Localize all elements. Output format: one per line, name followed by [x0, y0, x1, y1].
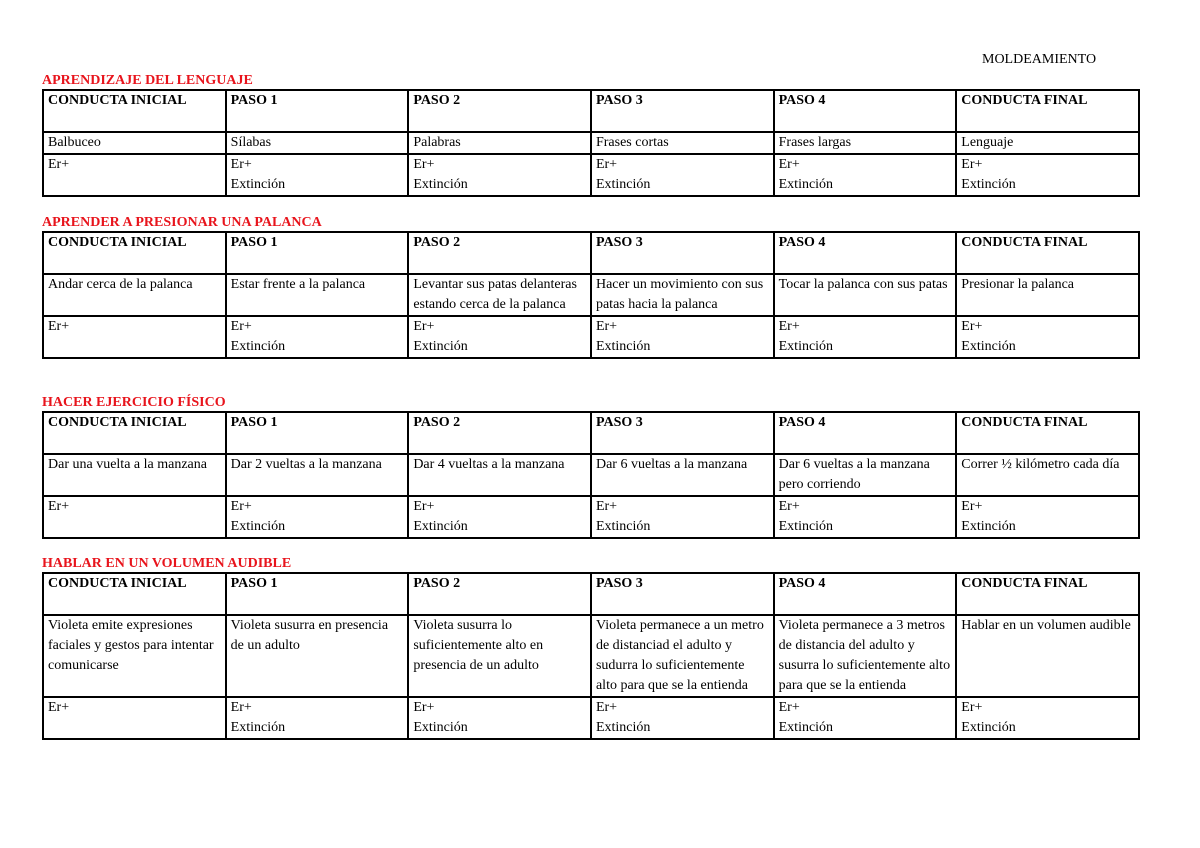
behavior-cell: Levantar sus patas delanteras estando cerca de la palanca [408, 274, 591, 316]
reinforcement-cell [408, 496, 591, 538]
reinforcement-cell [226, 316, 409, 358]
extinction-label: Extinción [961, 177, 1016, 192]
reinforcement-label: Er+ [230, 157, 252, 172]
reinforcement-label: Er+ [961, 499, 983, 514]
reinforcement-cell [43, 496, 226, 538]
reinforcement-cell [43, 154, 226, 196]
reinforcement-row [43, 154, 1139, 196]
reinforcement-label: Er+ [778, 319, 800, 334]
extinction-label: Extinción [961, 720, 1016, 735]
behavior-cell: Violeta susurra en presencia de un adulto [226, 615, 409, 697]
behavior-cell: Hablar en un volumen audible [956, 615, 1139, 697]
reinforcement-cell [774, 154, 957, 196]
extinction-label: Extinción [595, 720, 651, 735]
column-header-conducta-inicial: CONDUCTA INICIAL [43, 412, 226, 454]
behavior-cell: Violeta susurra lo suficientemente alto en presencia de un adulto [408, 615, 591, 697]
column-header-conducta-inicial: CONDUCTA INICIAL [43, 573, 226, 615]
reinforcement-label: Er+ [230, 499, 252, 514]
document-title: MOLDEAMIENTO [982, 52, 1097, 67]
extinction-label: Extinción [595, 339, 651, 354]
reinforcement-label: Er+ [230, 700, 252, 715]
section-aprendizaje-lenguaje [42, 72, 1140, 197]
behavior-cell: Hacer un movimiento con sus patas hacia la palanca [591, 274, 774, 316]
reinforcement-label: Er+ [413, 700, 435, 715]
table-header-row [43, 573, 1139, 615]
column-header-paso-4: PASO 4 [774, 412, 957, 454]
column-header-paso-3: PASO 3 [591, 573, 774, 615]
shaping-table [42, 411, 1140, 539]
extinction-label: Extinción [778, 519, 834, 534]
section-heading: HABLAR EN UN VOLUMEN AUDIBLE [42, 556, 292, 571]
reinforcement-label: Er+ [961, 319, 983, 334]
section-heading: APRENDIZAJE DEL LENGUAJE [42, 73, 253, 88]
behavior-cell: Tocar la palanca con sus patas [774, 274, 957, 316]
shaping-table [42, 231, 1140, 359]
column-header-paso-2: PASO 2 [408, 90, 591, 132]
behavior-cell: Dar 6 vueltas a la manzana [591, 454, 774, 496]
extinction-label: Extinción [413, 339, 468, 354]
extinction-label: Extinción [230, 720, 286, 735]
table-header-row [43, 412, 1139, 454]
reinforcement-cell [956, 697, 1139, 739]
column-header-conducta-final: CONDUCTA FINAL [956, 232, 1139, 274]
reinforcement-label: Er+ [48, 499, 70, 514]
column-header-paso-4: PASO 4 [774, 90, 957, 132]
section-ejercicio-fisico [42, 394, 1140, 539]
reinforcement-cell [226, 697, 409, 739]
reinforcement-label: Er+ [778, 157, 800, 172]
reinforcement-cell [408, 697, 591, 739]
column-header-conducta-final: CONDUCTA FINAL [956, 90, 1139, 132]
section-heading: APRENDER A PRESIONAR UNA PALANCA [42, 215, 322, 230]
section-volumen-audible [42, 555, 1140, 740]
reinforcement-cell [956, 496, 1139, 538]
table-header-row [43, 90, 1139, 132]
behavior-row [43, 274, 1139, 316]
section-presionar-palanca [42, 214, 1140, 359]
reinforcement-cell [956, 316, 1139, 358]
column-header-conducta-inicial: CONDUCTA INICIAL [43, 90, 226, 132]
extinction-label: Extinción [413, 720, 468, 735]
behavior-row [43, 454, 1139, 496]
column-header-conducta-final: CONDUCTA FINAL [956, 412, 1139, 454]
behavior-cell: Palabras [408, 132, 591, 154]
column-header-paso-2: PASO 2 [408, 232, 591, 274]
reinforcement-label: Er+ [961, 700, 983, 715]
reinforcement-cell [226, 154, 409, 196]
reinforcement-label: Er+ [48, 319, 70, 334]
behavior-cell: Violeta emite expresiones faciales y gestos para intentar comunicarse [43, 615, 226, 697]
extinction-label: Extinción [961, 339, 1016, 354]
extinction-label: Extinción [961, 519, 1016, 534]
reinforcement-cell [591, 697, 774, 739]
column-header-paso-2: PASO 2 [408, 412, 591, 454]
column-header-paso-1: PASO 1 [226, 90, 409, 132]
reinforcement-label: Er+ [595, 700, 618, 715]
reinforcement-label: Er+ [230, 319, 252, 334]
reinforcement-cell [226, 496, 409, 538]
reinforcement-label: Er+ [48, 700, 70, 715]
reinforcement-label: Er+ [413, 319, 435, 334]
section-heading: HACER EJERCICIO FÍSICO [42, 395, 226, 410]
table-header-row [43, 232, 1139, 274]
behavior-cell: Frases cortas [591, 132, 774, 154]
reinforcement-label: Er+ [595, 157, 618, 172]
column-header-paso-4: PASO 4 [774, 573, 957, 615]
behavior-cell: Dar 2 vueltas a la manzana [226, 454, 409, 496]
extinction-label: Extinción [595, 519, 651, 534]
column-header-conducta-final: CONDUCTA FINAL [956, 573, 1139, 615]
reinforcement-label: Er+ [413, 157, 435, 172]
column-header-paso-3: PASO 3 [591, 232, 774, 274]
behavior-cell: Dar 6 vueltas a la manzana pero corriendo [774, 454, 957, 496]
reinforcement-label: Er+ [48, 157, 70, 172]
extinction-label: Extinción [778, 339, 834, 354]
behavior-cell: Lenguaje [956, 132, 1139, 154]
column-header-paso-4: PASO 4 [774, 232, 957, 274]
reinforcement-label: Er+ [595, 499, 618, 514]
column-header-paso-1: PASO 1 [226, 232, 409, 274]
reinforcement-label: Er+ [595, 319, 618, 334]
behavior-cell: Violeta permanece a un metro de distanciad el adulto y sudurra lo suficientemente alto para que se la entienda [591, 615, 774, 697]
reinforcement-row [43, 697, 1139, 739]
reinforcement-cell [408, 154, 591, 196]
column-header-conducta-inicial: CONDUCTA INICIAL [43, 232, 226, 274]
column-header-paso-2: PASO 2 [408, 573, 591, 615]
behavior-cell: Estar frente a la palanca [226, 274, 409, 316]
reinforcement-row [43, 316, 1139, 358]
reinforcement-label: Er+ [413, 499, 435, 514]
reinforcement-cell [956, 154, 1139, 196]
column-header-paso-1: PASO 1 [226, 412, 409, 454]
shaping-table [42, 89, 1140, 197]
reinforcement-row [43, 496, 1139, 538]
behavior-cell: Dar 4 vueltas a la manzana [408, 454, 591, 496]
extinction-label: Extinción [778, 720, 834, 735]
behavior-row [43, 615, 1139, 697]
reinforcement-label: Er+ [778, 700, 800, 715]
extinction-label: Extinción [413, 177, 468, 192]
reinforcement-cell [591, 496, 774, 538]
behavior-cell: Andar cerca de la palanca [43, 274, 226, 316]
reinforcement-cell [774, 496, 957, 538]
extinction-label: Extinción [413, 519, 468, 534]
behavior-row [43, 132, 1139, 154]
extinction-label: Extinción [230, 177, 286, 192]
reinforcement-label: Er+ [778, 499, 800, 514]
behavior-cell: Dar una vuelta a la manzana [43, 454, 226, 496]
column-header-paso-3: PASO 3 [591, 412, 774, 454]
reinforcement-cell [774, 697, 957, 739]
extinction-label: Extinción [778, 177, 834, 192]
behavior-cell: Violeta permanece a 3 metros de distancia del adulto y susurra lo suficientemente alto para que se la entienda [774, 615, 957, 697]
reinforcement-cell [591, 154, 774, 196]
column-header-paso-1: PASO 1 [226, 573, 409, 615]
column-header-paso-3: PASO 3 [591, 90, 774, 132]
reinforcement-cell [774, 316, 957, 358]
extinction-label: Extinción [230, 519, 286, 534]
reinforcement-cell [43, 316, 226, 358]
reinforcement-label: Er+ [961, 157, 983, 172]
behavior-cell: Balbuceo [43, 132, 226, 154]
reinforcement-cell [408, 316, 591, 358]
behavior-cell: Frases largas [774, 132, 957, 154]
shaping-table [42, 572, 1140, 740]
reinforcement-cell [43, 697, 226, 739]
behavior-cell: Sílabas [226, 132, 409, 154]
reinforcement-cell [591, 316, 774, 358]
extinction-label: Extinción [230, 339, 286, 354]
behavior-cell: Presionar la palanca [956, 274, 1139, 316]
behavior-cell: Correr ½ kilómetro cada día [956, 454, 1139, 496]
extinction-label: Extinción [595, 177, 651, 192]
